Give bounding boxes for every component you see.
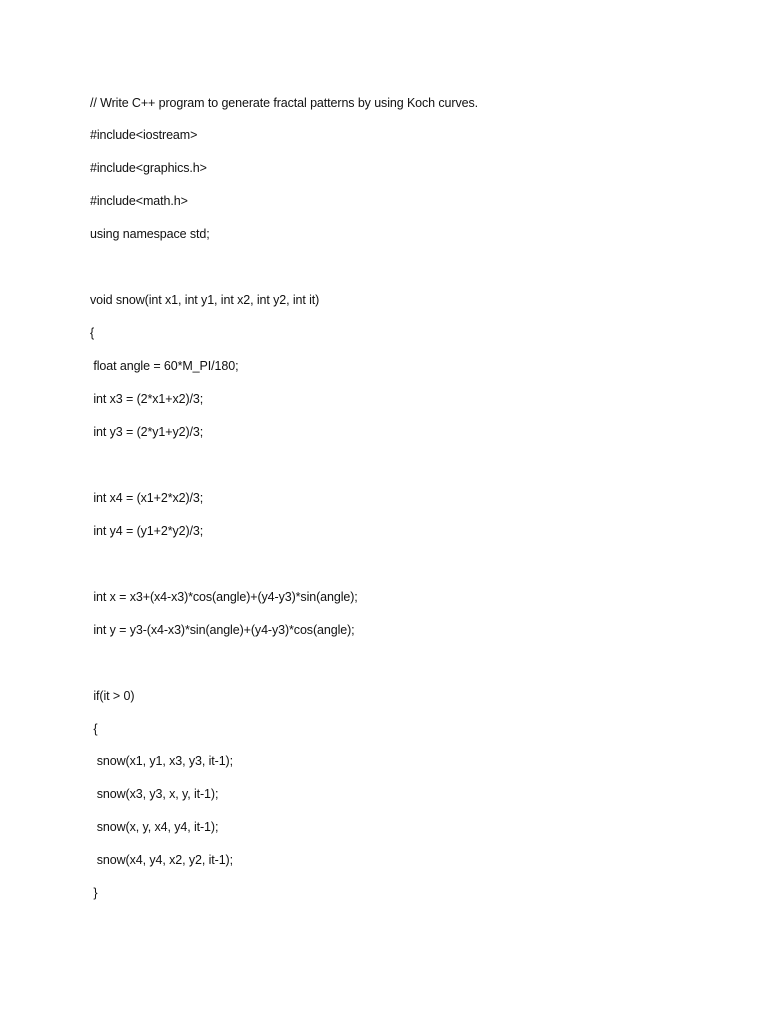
snow-call-line-2: snow(x3, y3, x, y, it-1); — [90, 787, 219, 801]
function-open-brace-line: { — [90, 326, 95, 340]
angle-declaration-line: float angle = 60*M_PI/180; — [90, 359, 239, 373]
include-iostream-line: #include<iostream> — [90, 128, 198, 142]
snow-call-line-4: snow(x4, y4, x2, y2, it-1); — [90, 853, 233, 867]
snow-call-line-1: snow(x1, y1, x3, y3, it-1); — [90, 754, 233, 768]
x4-declaration-line: int x4 = (x1+2*x2)/3; — [90, 491, 204, 505]
y4-declaration-line: int y4 = (y1+2*y2)/3; — [90, 524, 204, 538]
y-declaration-line: int y = y3-(x4-x3)*sin(angle)+(y4-y3)*cos(angle); — [90, 623, 355, 637]
if-close-brace-line: } — [90, 886, 98, 900]
include-graphics-line: #include<graphics.h> — [90, 161, 207, 175]
using-namespace-line: using namespace std; — [90, 227, 210, 241]
snow-call-line-3: snow(x, y, x4, y4, it-1); — [90, 820, 219, 834]
if-open-brace-line: { — [90, 722, 98, 736]
function-signature-line: void snow(int x1, int y1, int x2, int y2, int it) — [90, 293, 320, 307]
include-math-line: #include<math.h> — [90, 194, 188, 208]
x-declaration-line: int x = x3+(x4-x3)*cos(angle)+(y4-y3)*sin(angle); — [90, 590, 358, 604]
y3-declaration-line: int y3 = (2*y1+y2)/3; — [90, 425, 204, 439]
if-condition-line: if(it > 0) — [90, 689, 135, 703]
x3-declaration-line: int x3 = (2*x1+x2)/3; — [90, 392, 204, 406]
code-comment-line: // Write C++ program to generate fractal patterns by using Koch curves. — [90, 96, 478, 110]
